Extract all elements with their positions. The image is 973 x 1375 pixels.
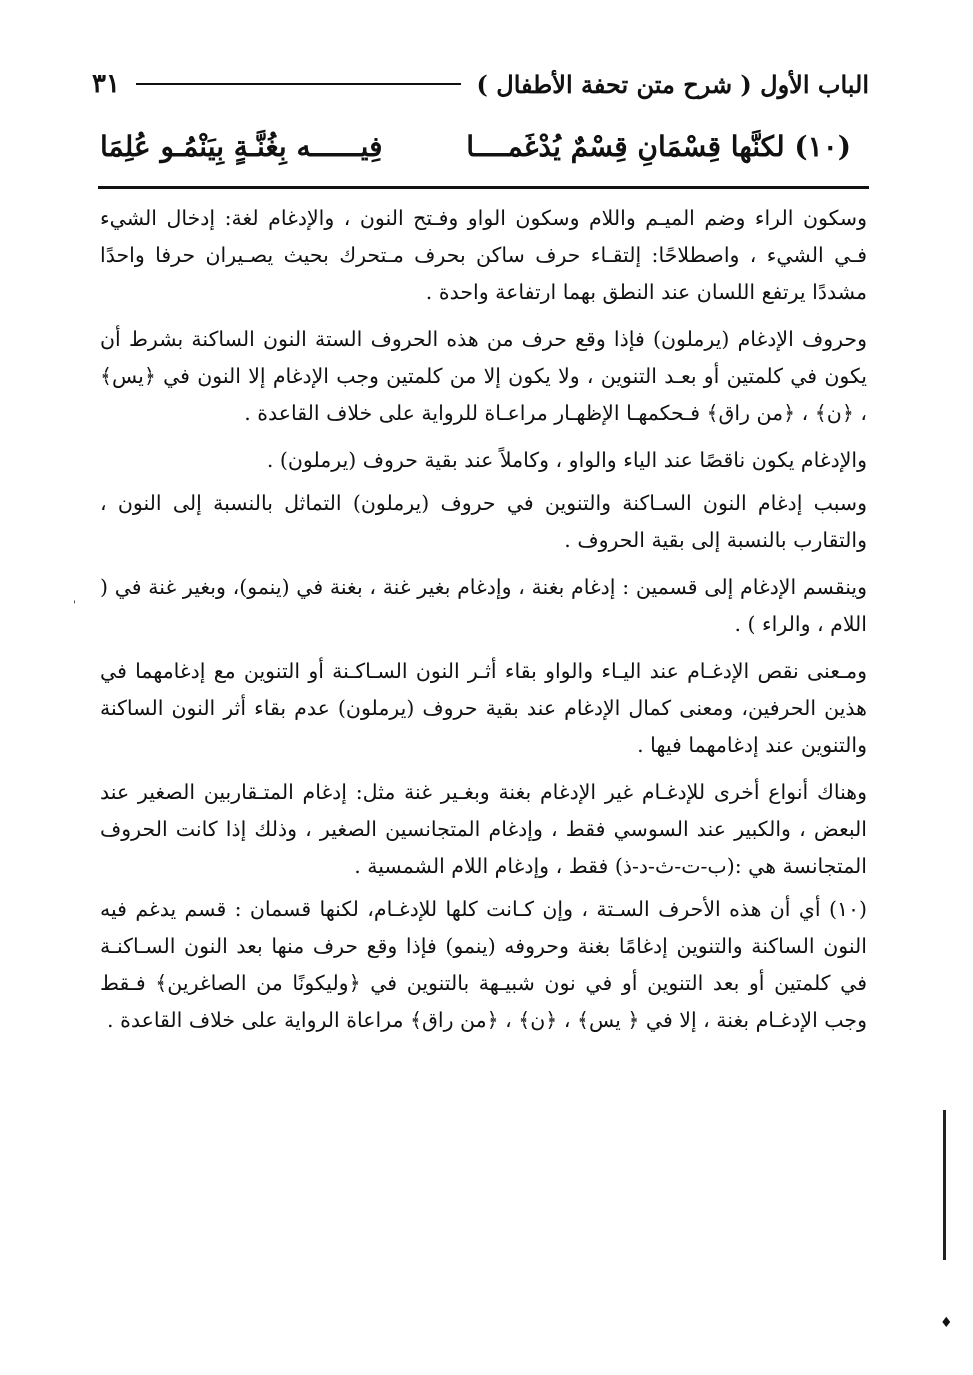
verse-divider: [98, 186, 869, 189]
paragraph-other-types: وهناك أنواع أخرى للإدغـام غير الإدغام بغنة وبغـير غنة مثل: إدغام المتـقاربين الصغير عند البعض ، والكبير عند السوسي فقط ، وإدغام المتجانسين الصغير ، وذلك إذا كانت الحروف المتجانسة هي :(ب-ت-ث-د-ذ) فقط ، وإدغام اللام الشمسية .: [100, 780, 867, 878]
paragraph-idgham-types: والإدغام يكون ناقصًا عند الياء والواو ، وكاملاً عند بقية حروف (يرملون) .: [266, 448, 867, 472]
verse-second-hemistich: فِيــــــه بِغُنَّـةٍ بِيَنْمُـو عُلِمَا: [100, 129, 383, 163]
verse-first-hemistich: (١٠) لكنَّها قِسْمَانِ قِسْمٌ يُدْغَمــــا: [466, 129, 851, 163]
paragraph-idgham-letters: وحروف الإدغام (يرملون) فإذا وقع حرف من هذه الحروف الستة النون الساكنة بشرط أن يكون في كلمتين أو بعـد التنوين ، ولا يكون إلا من كلمتين وجب الإدغام إلا النون في ﴿يس﴾ ، ﴿ن﴾ ، ﴿من راق﴾ فـحكمهـا الإظهـار مراعـاة للرواية على خلاف القاعدة .: [100, 327, 867, 425]
paragraph-idgham-definition: وسكون الراء وضم الميـم واللام وسكون الواو وفـتح النون ، والإدغام لغة: إدخال الشيء فـي الشيء ، واصطلاحًا: إلتقـاء حرف ساكن بحرف مـتحرك بحيث يصـيران حرفا واحدًا مشددًا يرتفع اللسان عند النطق بهما ارتفاعة واحدة .: [100, 206, 867, 304]
paragraph-idgham-meaning: ومـعنى نقص الإدغـام عند اليـاء والواو بقاء أثـر النون السـاكـنة أو التنوين مع إدغامهما في هذين الحرفين، ومعنى كمال الإدغام عند بقية حروف (يرملون) عدم بقاء أثر النون الساكنة والتنوين عند إدغامهما فيها .: [100, 659, 867, 757]
paragraph-idgham-reason: وسبب إدغام النون السـاكنة والتنوين في حروف (يرملون) التماثل بالنسبة إلى النون ، والتقارب بالنسبة إلى بقية الحروف .: [100, 491, 867, 552]
header-rule: [136, 83, 461, 85]
verse-line: [100, 118, 851, 174]
margin-dot: ♦: [940, 1315, 953, 1331]
paragraph-idgham-division: وينقسم الإدغام إلى قسمين : إدغام بغنة ، وإدغام بغير غنة ، بغنة في (ينمو)، وبغير غنة في ( اللام ، والراء ) .: [100, 575, 867, 636]
page-speck: ': [73, 600, 76, 611]
page-number: ٣١: [92, 69, 120, 99]
chapter-title: الباب الأول ( شرح متن تحفة الأطفال ): [476, 69, 869, 99]
running-header: [92, 62, 869, 106]
footnote-10: (١٠) أي أن هذه الأحرف السـتة ، وإن كـانت كلها للإدغـام، لكنها قسمان : قسم يدغم فيه النون الساكنة والتنوين إدغامًا بغنة وحروفه (ينمو) فإذا وقع حرف منها بعد النون السـاكنـة في كلمتين أو بعد التنوين أو في نون شبيـهة بالتنوين في ﴿وليكونًا من الصاغرين﴾ فـقط وجب الإدغـام بغنة ، إلا في ﴿ يس﴾ ، ﴿ن﴾ ، ﴿من راق﴾ مراعاة الرواية على خلاف القاعدة .: [100, 897, 867, 1032]
margin-mark: [943, 1110, 946, 1260]
body-text: [100, 200, 867, 1039]
